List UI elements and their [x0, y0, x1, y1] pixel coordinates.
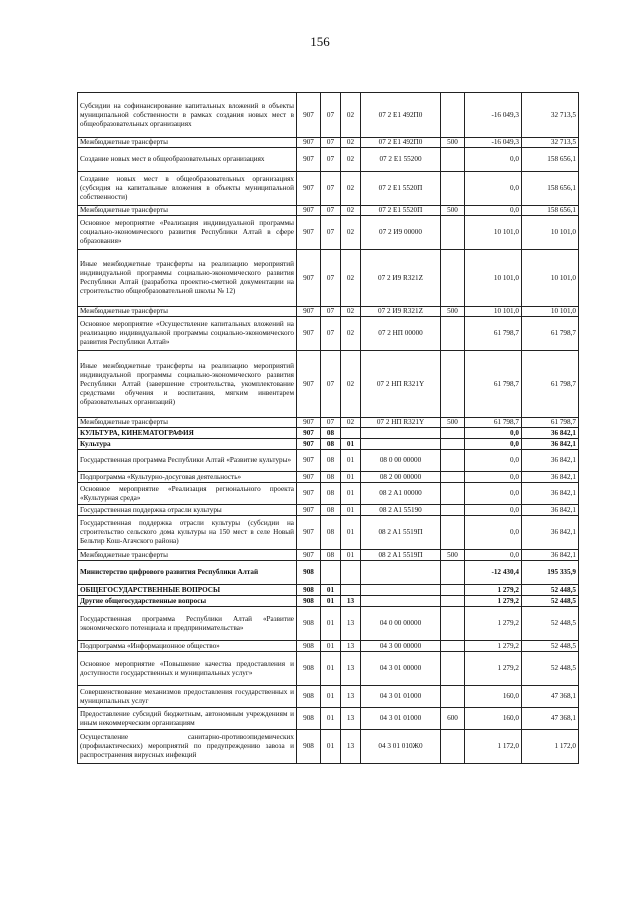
table-row	[78, 686, 579, 708]
amount-total: 36 842,1	[522, 439, 579, 450]
department-code: 907	[297, 250, 321, 307]
expense-type-code	[441, 472, 465, 483]
expense-type-code	[441, 483, 465, 505]
table-row	[78, 607, 579, 641]
amount-total: 52 448,5	[522, 596, 579, 607]
table-row	[78, 439, 579, 450]
table-row	[78, 472, 579, 483]
section-code: 01	[321, 652, 341, 686]
amount-change: 0,0	[465, 439, 522, 450]
table-row	[78, 148, 579, 172]
expense-type-code	[441, 607, 465, 641]
budget-item-name: Межбюджетные трансферты	[78, 307, 297, 317]
department-code: 907	[297, 93, 321, 138]
expense-type-code	[441, 641, 465, 652]
department-code: 907	[297, 206, 321, 216]
subsection-code: 01	[341, 472, 361, 483]
amount-total: 36 842,1	[522, 516, 579, 550]
amount-total: 52 448,5	[522, 641, 579, 652]
amount-total: 47 368,1	[522, 708, 579, 730]
department-code: 908	[297, 607, 321, 641]
table-row	[78, 216, 579, 250]
table-row	[78, 138, 579, 148]
target-article-code: 07 2 E1 55200	[361, 148, 441, 172]
section-code: 01	[321, 730, 341, 764]
department-code: 907	[297, 472, 321, 483]
budget-table	[77, 92, 579, 764]
department-code: 908	[297, 708, 321, 730]
subsection-code: 13	[341, 708, 361, 730]
target-article-code: 04 3 01 00000	[361, 652, 441, 686]
expense-type-code	[441, 730, 465, 764]
section-code	[321, 561, 341, 585]
subsection-code: 01	[341, 550, 361, 561]
subsection-code: 02	[341, 172, 361, 206]
expense-type-code	[441, 561, 465, 585]
department-code: 907	[297, 439, 321, 450]
amount-change: 1 279,2	[465, 641, 522, 652]
amount-change: 61 798,7	[465, 317, 522, 351]
budget-item-name: Основное мероприятие «Реализация регионального проекта «Культурная среда»	[78, 483, 297, 505]
expense-type-code	[441, 317, 465, 351]
subsection-code: 02	[341, 148, 361, 172]
page-number: 156	[310, 34, 330, 49]
section-code: 08	[321, 472, 341, 483]
target-article-code: 08 0 00 00000	[361, 450, 441, 472]
expense-type-code	[441, 351, 465, 418]
target-article-code: 07 2 НП R321Y	[361, 418, 441, 428]
subsection-code	[341, 585, 361, 596]
department-code: 907	[297, 351, 321, 418]
amount-total: 36 842,1	[522, 472, 579, 483]
section-code: 08	[321, 428, 341, 439]
subsection-code: 02	[341, 351, 361, 418]
target-article-code: 08 2 A1 00000	[361, 483, 441, 505]
amount-change: -12 430,4	[465, 561, 522, 585]
expense-type-code: 500	[441, 206, 465, 216]
amount-change: 0,0	[465, 450, 522, 472]
subsection-code: 01	[341, 450, 361, 472]
budget-item-name: Основное мероприятие «Осуществление капитальных вложений на реализацию индивидуальной программы социально-экономического развития Республики Алтай»	[78, 317, 297, 351]
amount-change: 10 101,0	[465, 307, 522, 317]
department-code: 907	[297, 505, 321, 516]
department-code: 908	[297, 686, 321, 708]
expense-type-code	[441, 686, 465, 708]
budget-item-name: Иные межбюджетные трансферты на реализацию мероприятий индивидуальной программы социально-экономического развития Республики Алтай (разработка проектно-сметной документации на строительство общеобразовательной школы № 12)	[78, 250, 297, 307]
subsection-code: 13	[341, 641, 361, 652]
table-row	[78, 596, 579, 607]
table-row	[78, 652, 579, 686]
subsection-code: 01	[341, 505, 361, 516]
table-row	[78, 250, 579, 307]
department-code: 908	[297, 641, 321, 652]
section-code: 07	[321, 307, 341, 317]
amount-total: 36 842,1	[522, 550, 579, 561]
amount-change: 160,0	[465, 686, 522, 708]
amount-change: 0,0	[465, 550, 522, 561]
amount-change: 160,0	[465, 708, 522, 730]
section-code: 08	[321, 450, 341, 472]
subsection-code: 02	[341, 138, 361, 148]
table-row	[78, 450, 579, 472]
budget-item-name: ОБЩЕГОСУДАРСТВЕННЫЕ ВОПРОСЫ	[78, 585, 297, 596]
amount-total: 32 713,5	[522, 138, 579, 148]
target-article-code	[361, 596, 441, 607]
target-article-code: 04 3 01 010Ж0	[361, 730, 441, 764]
section-code: 07	[321, 138, 341, 148]
amount-change: 0,0	[465, 148, 522, 172]
section-code: 07	[321, 93, 341, 138]
department-code: 908	[297, 652, 321, 686]
amount-total: 158 656,1	[522, 148, 579, 172]
section-code: 07	[321, 351, 341, 418]
subsection-code: 02	[341, 418, 361, 428]
amount-change: 1 279,2	[465, 585, 522, 596]
budget-item-name: Министерство цифрового развития Республики Алтай	[78, 561, 297, 585]
target-article-code	[361, 428, 441, 439]
department-code: 907	[297, 317, 321, 351]
section-code: 07	[321, 172, 341, 206]
expense-type-code	[441, 652, 465, 686]
subsection-code: 13	[341, 686, 361, 708]
section-code: 07	[321, 216, 341, 250]
budget-item-name: Иные межбюджетные трансферты на реализацию мероприятий индивидуальной программы социально-экономического развития Республики Алтай (завершение строительства, укомплектование средствами обучения и воспитания, мягким инвентарем образовательных организаций)	[78, 351, 297, 418]
amount-change: 1 172,0	[465, 730, 522, 764]
amount-total: 52 448,5	[522, 607, 579, 641]
budget-item-name: Создание новых мест в общеобразовательных организациях (субсидия на капитальные вложения в объекты муниципальной собственности)	[78, 172, 297, 206]
amount-change: 1 279,2	[465, 607, 522, 641]
budget-item-name: Другие общегосударственные вопросы	[78, 596, 297, 607]
expense-type-code: 500	[441, 307, 465, 317]
table-row	[78, 172, 579, 206]
table-row	[78, 351, 579, 418]
amount-change: 0,0	[465, 483, 522, 505]
section-code: 08	[321, 516, 341, 550]
amount-change: -16 049,3	[465, 138, 522, 148]
amount-change: 10 101,0	[465, 216, 522, 250]
amount-total: 52 448,5	[522, 652, 579, 686]
section-code: 08	[321, 505, 341, 516]
expense-type-code	[441, 450, 465, 472]
section-code: 08	[321, 550, 341, 561]
target-article-code: 07 2 И9 00000	[361, 216, 441, 250]
expense-type-code	[441, 250, 465, 307]
section-code: 07	[321, 317, 341, 351]
subsection-code: 01	[341, 516, 361, 550]
amount-total: 61 798,7	[522, 317, 579, 351]
amount-change: 1 279,2	[465, 596, 522, 607]
expense-type-code: 500	[441, 418, 465, 428]
budget-item-name: Государственная программа Республики Алтай «Развитие экономического потенциала и предпринимательства»	[78, 607, 297, 641]
target-article-code: 07 2 E1 5520П	[361, 172, 441, 206]
subsection-code: 13	[341, 730, 361, 764]
budget-item-name: Предоставление субсидий бюджетным, автономным учреждениям и иным некоммерческим организациям	[78, 708, 297, 730]
budget-item-name: Межбюджетные трансферты	[78, 206, 297, 216]
subsection-code	[341, 561, 361, 585]
budget-item-name: Государственная поддержка отрасли культуры	[78, 505, 297, 516]
section-code: 01	[321, 607, 341, 641]
department-code: 907	[297, 216, 321, 250]
department-code: 907	[297, 138, 321, 148]
target-article-code: 07 2 E1 492П0	[361, 93, 441, 138]
budget-item-name: Межбюджетные трансферты	[78, 550, 297, 561]
amount-total: 10 101,0	[522, 250, 579, 307]
amount-total: 1 172,0	[522, 730, 579, 764]
amount-change: -16 049,3	[465, 93, 522, 138]
amount-total: 61 798,7	[522, 351, 579, 418]
amount-change: 0,0	[465, 172, 522, 206]
subsection-code: 02	[341, 317, 361, 351]
budget-item-name: КУЛЬТУРА, КИНЕМАТОГРАФИЯ	[78, 428, 297, 439]
table-row	[78, 561, 579, 585]
section-code: 07	[321, 250, 341, 307]
amount-total: 36 842,1	[522, 450, 579, 472]
target-article-code: 04 3 00 00000	[361, 641, 441, 652]
section-code: 01	[321, 641, 341, 652]
budget-item-name: Совершенствование механизмов предоставления государственных и муниципальных услуг	[78, 686, 297, 708]
table-row	[78, 505, 579, 516]
budget-item-name: Межбюджетные трансферты	[78, 418, 297, 428]
subsection-code: 13	[341, 652, 361, 686]
department-code: 907	[297, 428, 321, 439]
budget-item-name: Подпрограмма «Информационное общество»	[78, 641, 297, 652]
subsection-code: 13	[341, 607, 361, 641]
amount-total: 36 842,1	[522, 483, 579, 505]
target-article-code: 08 2 A1 5519П	[361, 516, 441, 550]
budget-item-name: Межбюджетные трансферты	[78, 138, 297, 148]
table-row	[78, 317, 579, 351]
target-article-code: 08 2 A1 5519П	[361, 550, 441, 561]
expense-type-code	[441, 428, 465, 439]
expense-type-code	[441, 216, 465, 250]
table-row	[78, 93, 579, 138]
table-row	[78, 641, 579, 652]
target-article-code: 08 2 A1 55190	[361, 505, 441, 516]
table-row	[78, 550, 579, 561]
section-code: 08	[321, 439, 341, 450]
subsection-code: 02	[341, 216, 361, 250]
amount-total: 10 101,0	[522, 307, 579, 317]
amount-change: 0,0	[465, 428, 522, 439]
amount-change: 1 279,2	[465, 652, 522, 686]
subsection-code: 01	[341, 483, 361, 505]
expense-type-code	[441, 516, 465, 550]
target-article-code: 04 3 01 01000	[361, 708, 441, 730]
amount-change: 0,0	[465, 472, 522, 483]
amount-change: 10 101,0	[465, 250, 522, 307]
section-code: 01	[321, 686, 341, 708]
subsection-code: 02	[341, 250, 361, 307]
department-code: 907	[297, 450, 321, 472]
section-code: 07	[321, 148, 341, 172]
department-code: 907	[297, 516, 321, 550]
subsection-code: 02	[341, 307, 361, 317]
department-code: 907	[297, 418, 321, 428]
amount-total: 52 448,5	[522, 585, 579, 596]
expense-type-code	[441, 596, 465, 607]
department-code: 908	[297, 585, 321, 596]
table-row	[78, 708, 579, 730]
subsection-code: 01	[341, 439, 361, 450]
amount-total: 195 335,9	[522, 561, 579, 585]
department-code: 907	[297, 148, 321, 172]
amount-total: 32 713,5	[522, 93, 579, 138]
amount-change: 61 798,7	[465, 418, 522, 428]
target-article-code	[361, 585, 441, 596]
target-article-code: 07 2 И9 R321Z	[361, 307, 441, 317]
budget-item-name: Основное мероприятие «Реализация индивидуальной программы социально-экономического развития Республики Алтай в сфере образования»	[78, 216, 297, 250]
amount-total: 158 656,1	[522, 206, 579, 216]
target-article-code	[361, 439, 441, 450]
expense-type-code: 500	[441, 138, 465, 148]
budget-item-name: Субсидии на софинансирование капитальных вложений в объекты муниципальной собственности в рамках создания новых мест в общеобразовательных организациях	[78, 93, 297, 138]
expense-type-code	[441, 172, 465, 206]
department-code: 908	[297, 561, 321, 585]
expense-type-code	[441, 148, 465, 172]
table-row	[78, 418, 579, 428]
budget-item-name: Государственная программа Республики Алтай «Развитие культуры»	[78, 450, 297, 472]
amount-change: 61 798,7	[465, 351, 522, 418]
target-article-code: 07 2 E1 5520П	[361, 206, 441, 216]
target-article-code: 07 2 НП 00000	[361, 317, 441, 351]
table-row	[78, 730, 579, 764]
amount-change: 0,0	[465, 516, 522, 550]
expense-type-code	[441, 505, 465, 516]
amount-total: 47 368,1	[522, 686, 579, 708]
budget-item-name: Подпрограмма «Культурно-досуговая деятельность»	[78, 472, 297, 483]
expense-type-code	[441, 93, 465, 138]
section-code: 01	[321, 585, 341, 596]
table-row	[78, 585, 579, 596]
department-code: 907	[297, 307, 321, 317]
target-article-code	[361, 561, 441, 585]
budget-item-name: Культура	[78, 439, 297, 450]
expense-type-code: 500	[441, 550, 465, 561]
target-article-code: 07 2 И9 R321Z	[361, 250, 441, 307]
department-code: 907	[297, 172, 321, 206]
target-article-code: 04 3 01 01000	[361, 686, 441, 708]
target-article-code: 07 2 E1 492П0	[361, 138, 441, 148]
target-article-code: 07 2 НП R321Y	[361, 351, 441, 418]
amount-change: 0,0	[465, 505, 522, 516]
expense-type-code	[441, 585, 465, 596]
expense-type-code: 600	[441, 708, 465, 730]
amount-change: 0,0	[465, 206, 522, 216]
amount-total: 158 656,1	[522, 172, 579, 206]
table-row	[78, 483, 579, 505]
table-row	[78, 307, 579, 317]
subsection-code: 13	[341, 596, 361, 607]
section-code: 01	[321, 596, 341, 607]
subsection-code: 02	[341, 206, 361, 216]
amount-total: 10 101,0	[522, 216, 579, 250]
amount-total: 36 842,1	[522, 505, 579, 516]
section-code: 07	[321, 418, 341, 428]
amount-total: 36 842,1	[522, 428, 579, 439]
subsection-code	[341, 428, 361, 439]
subsection-code: 02	[341, 93, 361, 138]
department-code: 907	[297, 550, 321, 561]
amount-total: 61 798,7	[522, 418, 579, 428]
budget-item-name: Основное мероприятие «Повышение качества предоставления и доступности государственных и муниципальных услуг»	[78, 652, 297, 686]
section-code: 01	[321, 708, 341, 730]
expense-type-code	[441, 439, 465, 450]
section-code: 08	[321, 483, 341, 505]
target-article-code: 08 2 00 00000	[361, 472, 441, 483]
table-row	[78, 428, 579, 439]
department-code: 908	[297, 730, 321, 764]
budget-item-name: Осуществление санитарно-противоэпидемических (профилактических) мероприятий по предупреждению завоза и распространения вирусных инфекций	[78, 730, 297, 764]
table-row	[78, 516, 579, 550]
department-code: 907	[297, 483, 321, 505]
target-article-code: 04 0 00 00000	[361, 607, 441, 641]
budget-item-name: Создание новых мест в общеобразовательных организациях	[78, 148, 297, 172]
department-code: 908	[297, 596, 321, 607]
section-code: 07	[321, 206, 341, 216]
table-row	[78, 206, 579, 216]
budget-item-name: Государственная поддержка отрасли культуры (субсидии на строительство сельского дома культуры на 150 мест в селе Новый Бельтир Кош-Агачского района)	[78, 516, 297, 550]
